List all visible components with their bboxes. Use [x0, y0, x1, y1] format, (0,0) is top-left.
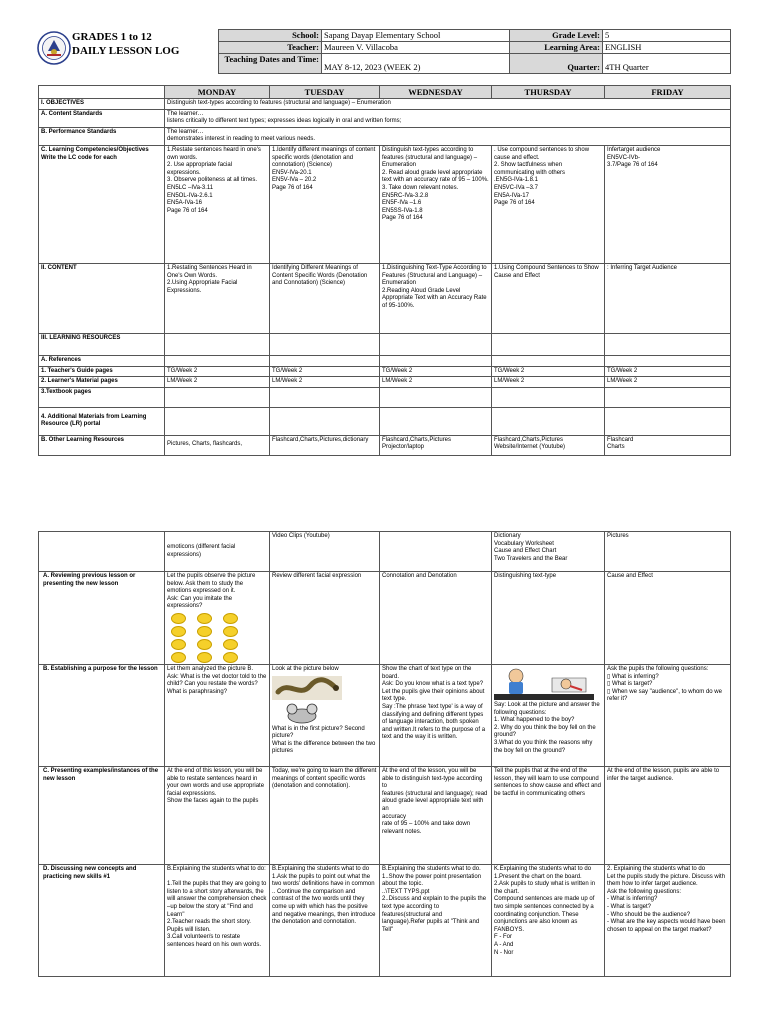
day-header-row	[39, 86, 731, 99]
competencies-mon: 1.Restate sentences heard in one's own words. 2. Use appropriate facial expressions. 3. Observe politeness at all times. EN5LC –IVa-3.11 EN5OL-IVa-2.6.1 EN5A-IVa-16 Page 76 of 164	[165, 145, 270, 263]
additional-blank-mon	[165, 407, 270, 435]
references-blank-wed	[380, 355, 492, 366]
area-value: ENGLISH	[603, 42, 731, 54]
resources-blank-tue	[270, 333, 380, 355]
school-label: School:	[219, 30, 322, 42]
references-blank-thu	[492, 355, 605, 366]
day-monday: MONDAY	[165, 86, 270, 99]
resources-blank-mon	[165, 333, 270, 355]
additional-blank-thu	[492, 407, 605, 435]
review-fri: Cause and Effect	[605, 572, 731, 665]
purpose-thu: Say: Look at the picture and answer the following questions: 1. What happened to the boy? 2. Why do you think the boy fell on the ground? 3.What do you think the reasons why the boy fell on the ground?	[494, 701, 600, 754]
objectives-label: I. OBJECTIVES	[39, 99, 165, 110]
lm-wed: LM/Week 2	[380, 377, 492, 388]
performance-standards-label: B. Performance Standards	[39, 127, 165, 145]
mouse-cartoon-picture	[272, 702, 332, 724]
review-mon-cell	[165, 572, 270, 665]
other-thu: Flashcard,Charts,Pictures Website/Internet (Youtube)	[492, 435, 605, 455]
emoticon-icon	[223, 626, 238, 637]
emoticon-icon	[223, 639, 238, 650]
continuation-mon: emoticons (different facial expressions)	[165, 532, 270, 572]
discussing-fri: 2. Explaining the students what to do Let the pupils study the picture. Discuss with them how to infer target audience. Ask the following questions: - What is inferring? - What is target? - Who should be the audience? - What are the key aspects would have been chosen to appeal on the target market?	[605, 864, 731, 976]
purpose-label: B. Establishing a purpose for the lesson	[39, 664, 165, 766]
continuation-fri: Pictures	[605, 532, 731, 572]
objectives-text: Distinguish text-types according to features (structural and language) – Enumeration	[165, 99, 731, 110]
content-label: II. CONTENT	[39, 263, 165, 333]
lm-thu: LM/Week 2	[492, 377, 605, 388]
textbook-blank-wed	[380, 387, 492, 407]
content-tue: Identifying Different Meanings of Content Specific Words (Denotation and Connotation) (Science)	[270, 263, 380, 333]
tg-fri: TG/Week 2	[605, 366, 731, 377]
area-label: Learning Area:	[510, 42, 603, 54]
grade-label: Grade Level:	[510, 30, 603, 42]
tg-wed: TG/Week 2	[380, 366, 492, 377]
review-label: A. Reviewing previous lesson or presenting the new lesson	[39, 572, 165, 665]
tg-thu: TG/Week 2	[492, 366, 605, 377]
header-info-table	[218, 29, 731, 74]
grade-value: 5	[603, 30, 731, 42]
purpose-tue-top: Look at the picture below	[272, 665, 339, 672]
day-friday: FRIDAY	[605, 86, 731, 99]
emoticon-icon	[197, 613, 212, 624]
other-fri: Flashcard Charts	[605, 435, 731, 455]
additional-blank-tue	[270, 407, 380, 435]
emoticon-icon	[171, 626, 186, 637]
day-wednesday: WEDNESDAY	[380, 86, 492, 99]
purpose-thu-cell	[492, 664, 605, 766]
emoticon-icon	[223, 652, 238, 663]
presenting-tue: Today, we're going to learn the different meanings of content specific words (denotation and connotation).	[270, 766, 380, 864]
day-thursday: THURSDAY	[492, 86, 605, 99]
day-header-blank	[39, 86, 165, 99]
deped-seal-icon	[37, 31, 71, 65]
emoticon-icon	[171, 652, 186, 663]
title-line-grades: GRADES 1 to 12	[72, 31, 152, 43]
purpose-tue-bottom: What is in the first picture? Second picture? What is the difference between the two pictures	[272, 725, 376, 755]
performance-standards-text: The learner… demonstrates interest in reading to meet various needs.	[165, 127, 731, 145]
review-mon: Let the pupils observe the picture below. Ask them to study the emotions expressed on it. Ask: Can you imitate the expressions?	[167, 573, 256, 610]
snake-picture	[272, 676, 342, 700]
textbook-blank-tue	[270, 387, 380, 407]
other-wed: Flashcard,Charts,Pictures Projector/laptop	[380, 435, 492, 455]
purpose-wed: Show the chart of text type on the board. Ask: Do you know what is a text type? Let the pupils give their opinions about text type. Say :The phrase 'text type' is a way of classifying and defining different types of language interaction, both spoken and written.It refers to the purpose of a text and the way it is written.	[380, 664, 492, 766]
references-label: A. References	[39, 355, 165, 366]
review-thu: Distinguishing text-type	[492, 572, 605, 665]
competencies-tue: 1.Identify different meanings of content specific words (denotation and connotation) (Science) EN5V-IVa-20.1 EN5V-IVa – 20.2 Page 76 of 164	[270, 145, 380, 263]
other-resources-label: B. Other Learning Resources	[39, 435, 165, 455]
content-wed: 1.Distinguishing Text-Type According to Features (Structural and Language) –Enumeration 2.Reading Aloud Grade Level Appropriate Text with an Accuracy Rate of 95-100%.	[380, 263, 492, 333]
continuation-wed	[380, 532, 492, 572]
emoticon-icon	[223, 613, 238, 624]
content-thu: 1.Using Compound Sentences to Show Cause and Effect	[492, 263, 605, 333]
continuation-thu: Dictionary Vocabulary Worksheet Cause and Effect Chart Two Travelers and the Bear	[492, 532, 605, 572]
resources-blank-fri	[605, 333, 731, 355]
content-fri: : Inferring Target Audience	[605, 263, 731, 333]
content-standards-text: The learner… listens critically to different text types; expresses ideas logically in oral and written forms;	[165, 109, 731, 127]
purpose-mon: Let them analyzed the picture B. Ask: What is the vet doctor told to the child? Can you restate the words? What is paraphrasing?	[165, 664, 270, 766]
references-blank-fri	[605, 355, 731, 366]
other-tue: Flashcard,Charts,Pictures,dictionary	[270, 435, 380, 455]
review-wed: Connotation and Denotation	[380, 572, 492, 665]
tg-label: 1. Teacher's Guide pages	[39, 366, 165, 377]
purpose-tue-cell	[270, 664, 380, 766]
emoticon-icon	[197, 626, 212, 637]
boy-falling-picture	[494, 668, 594, 700]
content-mon: 1.Restating Sentences Heard in One's Own Words. 2.Using Appropriate Facial Expressions.	[165, 263, 270, 333]
lesson-table-page2	[38, 531, 731, 977]
resources-blank-wed	[380, 333, 492, 355]
lesson-table-page1	[38, 85, 731, 456]
discussing-tue: B.Explaining the students what to do 1.Ask the pupils to point out what the two words' definitions have in common .. Continue the comparison and contrast of the two words until they come up with which has the positive and negative meanings, then introduce the denotation and connotation.	[270, 864, 380, 976]
references-blank-mon	[165, 355, 270, 366]
discussing-wed: B.Explaining the students what to do. 1..Show the power point presentation about the topic. ..\TEXT TYPS.ppt 2..Discuss and explain to the pupils the text type according to features(structural and language).Refer pupils at "Think and Tell"	[380, 864, 492, 976]
lm-tue: LM/Week 2	[270, 377, 380, 388]
additional-blank-fri	[605, 407, 731, 435]
references-blank-tue	[270, 355, 380, 366]
content-standards-label: A. Content Standards	[39, 109, 165, 127]
emoticon-icon	[197, 652, 212, 663]
emoticon-icon	[171, 613, 186, 624]
textbook-blank-mon	[165, 387, 270, 407]
competencies-thu: . Use compound sentences to show cause and effect. 2. Show tactfulness when communicating with others .EN5G-IVa-1.8.1 EN5VC-IVa –3.7 EN5A-IVa-17 Page 76 of 164	[492, 145, 605, 263]
presenting-thu: Tell the pupils that at the end of the lesson, they will learn to use compound sentences to show cause and effect and be tactful in communicating others	[492, 766, 605, 864]
quarter-value: 4TH Quarter	[603, 54, 731, 74]
review-tue: Review different facial expression	[270, 572, 380, 665]
lm-mon: LM/Week 2	[165, 377, 270, 388]
competencies-fri: Infertarget audience EN5VC-IVb- 3.7/Page 76 of 164	[605, 145, 731, 263]
emoticons-picture	[171, 613, 267, 663]
presenting-label: C. Presenting examples/instances of the new lesson	[39, 766, 165, 864]
tg-mon: TG/Week 2	[165, 366, 270, 377]
additional-materials-label: 4. Additional Materials from Learning Resource (LR) portal	[39, 407, 165, 435]
additional-blank-wed	[380, 407, 492, 435]
lm-label: 2. Learner's Material pages	[39, 377, 165, 388]
continuation-tue: Video Clips (Youtube)	[270, 532, 380, 572]
presenting-fri: At the end of the lesson, pupils are able to infer the target audience.	[605, 766, 731, 864]
discussing-mon: B.Explaining the students what to do: 1.Tell the pupils that they are going to listen to a short story afterwards, the will answer the comprehension check –up below the story at "Find and Learn" 2.Teacher reads the short story. Pupils will listen. 3.Call volunteer/s to restate sentences heard on his own words.	[165, 864, 270, 976]
continuation-label-blank	[39, 532, 165, 572]
other-mon: Pictures, Charts, flashcards,	[165, 435, 270, 455]
emoticon-icon	[197, 639, 212, 650]
title-line-dll: DAILY LESSON LOG	[72, 45, 180, 57]
teacher-label: Teacher:	[219, 42, 322, 54]
presenting-wed: At the end of the lesson, you will be able to distinguish text-type according to features (structural and language); read aloud grade level appropriate text with an accuracy rate of 95 – 100% and take down relevant notes.	[380, 766, 492, 864]
competencies-label: C. Learning Competencies/Objectives Write the LC code for each	[39, 145, 165, 263]
textbook-blank-thu	[492, 387, 605, 407]
resources-blank-thu	[492, 333, 605, 355]
quarter-label: Quarter:	[510, 54, 603, 74]
lm-fri: LM/Week 2	[605, 377, 731, 388]
discussing-thu: K.Explaining the students what to do 1.Present the chart on the board. 2.Ask pupils to study what is written in the chart. Compound sentences are made up of two simple sentences connected by a coordinating conjunction. These conjunctions are also known as FANBOYS. F - For A - And N - Nor	[492, 864, 605, 976]
dates-label: Teaching Dates and Time:	[219, 54, 322, 74]
textbook-blank-fri	[605, 387, 731, 407]
discussing-label: D. Discussing new concepts and practicing new skills #1	[39, 864, 165, 976]
dates-value: MAY 8-12, 2023 (WEEK 2)	[322, 54, 510, 74]
teacher-value: Maureen V. Villacoba	[322, 42, 510, 54]
competencies-wed: Distinguish text-types according to features (structural and language) – Enumeration 2. Read aloud grade level appropriate text with an accuracy rate of 95 – 100%. 3. Take down relevant notes. EN5RC-IVa-3.2.8 EN5F-IVa –1.6 EN5SS-IVa-1.8 Page 76 of 164	[380, 145, 492, 263]
document-title	[72, 30, 179, 58]
tg-tue: TG/Week 2	[270, 366, 380, 377]
textbook-label: 3.Textbook pages	[39, 387, 165, 407]
school-value: Sapang Dayap Elementary School	[322, 30, 510, 42]
resources-label: III. LEARNING RESOURCES	[39, 333, 165, 355]
emoticon-icon	[171, 639, 186, 650]
day-tuesday: TUESDAY	[270, 86, 380, 99]
presenting-mon: At the end of this lesson, you will be able to restate sentences heard in your own words and use appropriate facial expressions. Show the faces again to the pupils	[165, 766, 270, 864]
purpose-fri: Ask the pupils the following questions: ▯ What is inferring? ▯ What is target? ▯ When we say "audience", to whom do we refer it?	[605, 664, 731, 766]
